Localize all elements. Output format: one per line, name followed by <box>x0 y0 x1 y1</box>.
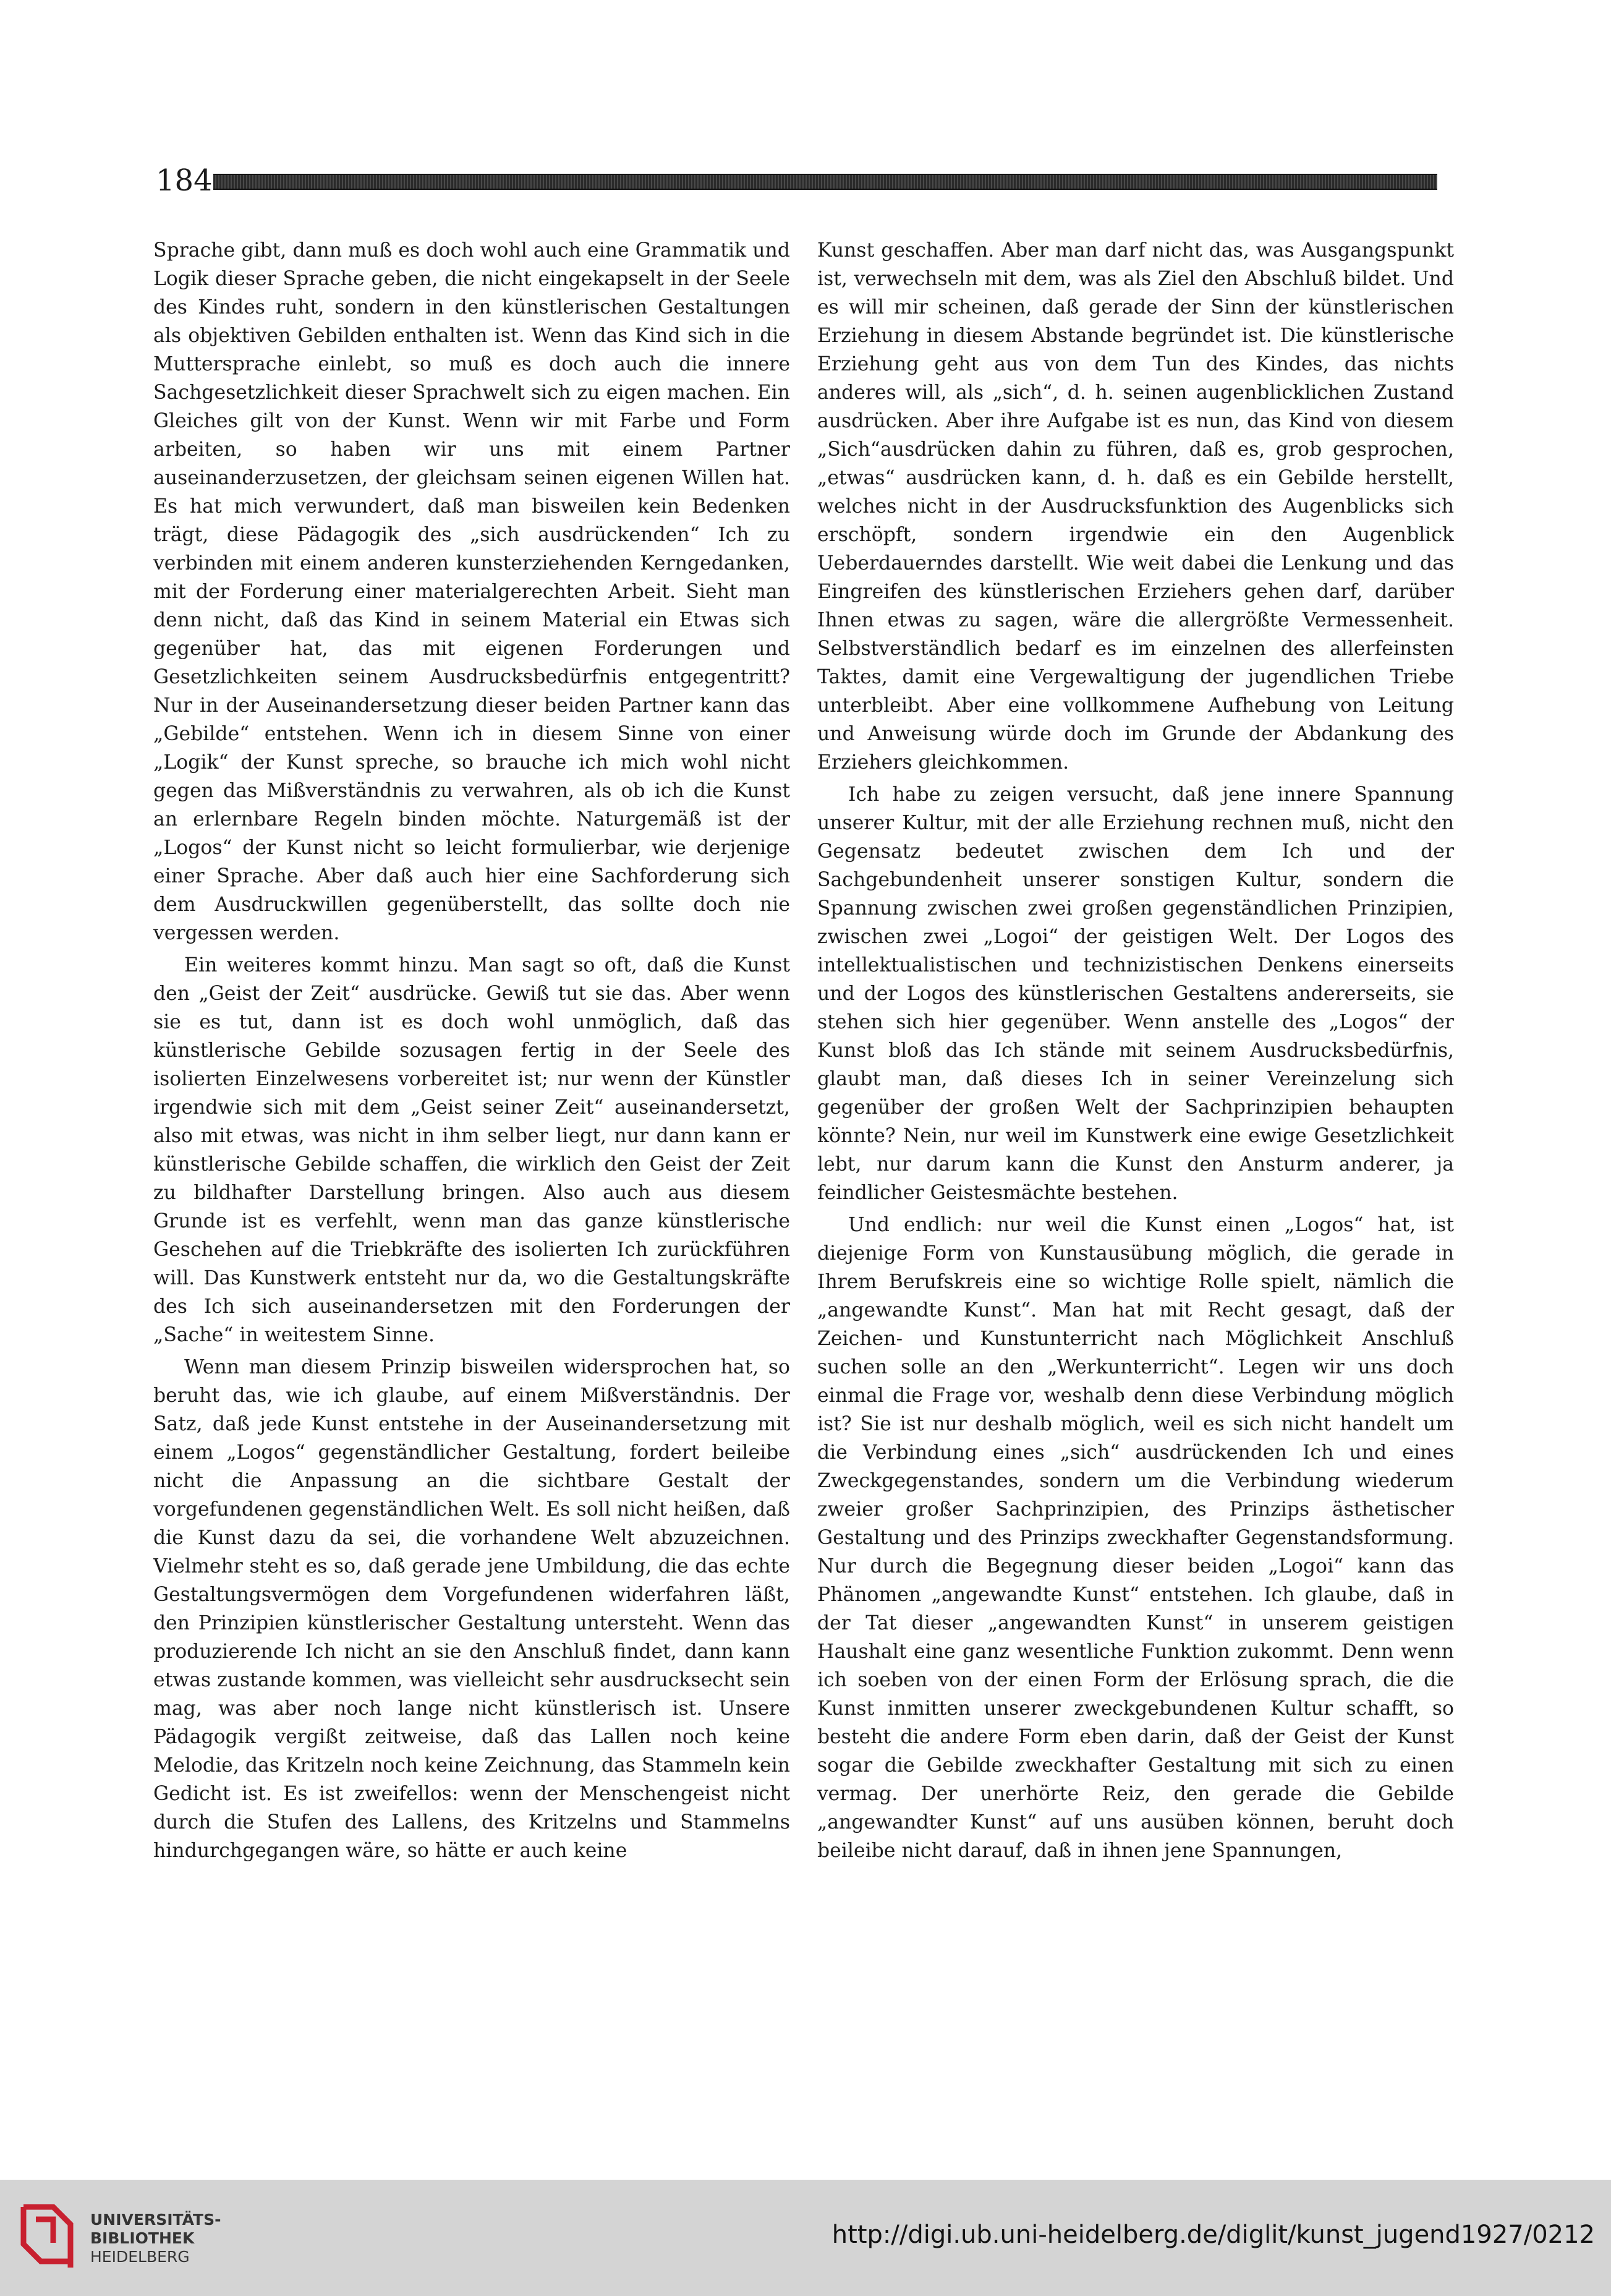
text-column-right <box>817 236 1454 2023</box>
paragraph: Sprache gibt, dann muß es doch wohl auch eine Grammatik und Logik dieser Sprache geben, die nicht eingekapselt in der Seele des Kindes ruht, sondern in den künstlerischen Gestaltungen als objektiven Gebilden enthalten ist. Wenn das Kind sich in die Muttersprache einlebt, so muß es doch auch die innere Sachgesetzlichkeit dieser Sprachwelt sich zu eigen machen. Ein Gleiches gilt von der Kunst. Wenn wir mit Farbe und Form arbeiten, so haben wir uns mit einem Partner auseinanderzusetzen, der gleichsam seinen eigenen Willen hat. Es hat mich verwundert, daß man bisweilen kein Bedenken trägt, diese Pädagogik des „sich ausdrückenden“ Ich zu verbinden mit einem anderen kunsterziehenden Kerngedanken, mit der Forderung einer materialgerechten Arbeit. Sieht man denn nicht, daß das Kind in seinem Material ein Etwas sich gegenüber hat, das mit eigenen Forderungen und Gesetzlichkeiten seinem Ausdrucksbedürfnis entgegentritt? Nur in der Auseinandersetzung dieser beiden Partner kann das „Gebilde“ entstehen. Wenn ich in diesem Sinne von einer „Logik“ der Kunst spreche, so brauche ich mich wohl nicht gegen das Mißverständnis zu verwahren, als ob ich die Kunst an erlernbare Regeln binden möchte. Naturgemäß ist der „Logos“ der Kunst nicht so leicht formulierbar, wie derjenige einer Sprache. Aber daß auch hier eine Sachforderung sich dem Ausdruckwillen gegenüberstellt, das sollte doch nie vergessen werden. <box>153 239 790 944</box>
ub-heidelberg-logo-icon[interactable] <box>17 2201 79 2274</box>
footer-bar <box>0 2180 1611 2296</box>
library-name-line3: HEIDELBERG <box>90 2248 190 2266</box>
page-number: 184 <box>156 163 213 198</box>
header-rule <box>213 174 1437 190</box>
library-name[interactable] <box>90 2211 221 2266</box>
source-url-link[interactable]: http://digi.ub.uni-heidelberg.de/diglit/kunst_jugend1927/0212 <box>831 2221 1595 2249</box>
paragraph: Kunst geschaffen. Aber man darf nicht das, was Ausgangspunkt ist, verwechseln mit dem, was als Ziel den Abschluß bildet. Und es will mir scheinen, daß gerade der Sinn der künstlerischen Erziehung in diesem Abstande begründet ist. Die künstlerische Erziehung geht aus von dem Tun des Kindes, das nichts anderes will, als „sich“, d. h. seinen augenblicklichen Zustand ausdrücken. Aber ihre Aufgabe ist es nun, das Kind von diesem „Sich“ausdrücken dahin zu führen, daß es, grob gesprochen, „etwas“ ausdrücken kann, d. h. daß es ein Gebilde herstellt, welches nicht in der Ausdrucksfunktion des Augenblicks sich erschöpft, sondern irgendwie ein den Augenblick Ueberdauerndes darstellt. Wie weit dabei die Lenkung und das Eingreifen des künstlerischen Erziehers gehen darf, darüber Ihnen etwas zu sagen, wäre die allergrößte Vermessenheit. Selbstverständlich bedarf es im einzelnen des allerfeinsten Taktes, damit eine Vergewaltigung der jugendlichen Triebe unterbleibt. Aber eine vollkommene Aufhebung von Leitung und Anweisung würde doch im Grunde der Abdankung des Erziehers gleichkommen. <box>817 239 1454 774</box>
paragraph: Wenn man diesem Prinzip bisweilen widersprochen hat, so beruht das, wie ich glaube, auf einem Mißverständnis. Der Satz, daß jede Kunst entstehe in der Auseinandersetzung mit einem „Logos“ gegenständlicher Gestaltung, fordert beileibe nicht die Anpassung an die sichtbare Gestalt der vorgefundenen gegenständlichen Welt. Es soll nicht heißen, daß die Kunst dazu da sei, die vorhandene Welt abzuzeichnen. Vielmehr steht es so, daß gerade jene Umbildung, die das echte Gestaltungsvermögen dem Vorgefundenen widerfahren läßt, den Prinzipien künstlerischer Gestaltung untersteht. Wenn das produzierende Ich nicht an sie den Anschluß findet, dann kann etwas zustande kommen, was vielleicht sehr ausdrucksecht sein mag, was aber noch lange nicht künstlerisch ist. Unsere Pädagogik vergißt zeitweise, daß das Lallen noch keine Melodie, das Kritzeln noch keine Zeichnung, das Stammeln kein Gedicht ist. Es ist zweifellos: wenn der Menschengeist nicht durch die Stufen des Lallens, des Kritzelns und Stammelns hindurchgegangen wäre, so hätte er auch keine <box>153 1356 790 1862</box>
library-name-line1: UNIVERSITÄTS- <box>90 2211 221 2229</box>
library-name-line2: BIBLIOTHEK <box>90 2229 195 2247</box>
paragraph: Und endlich: nur weil die Kunst einen „Logos“ hat, ist diejenige Form von Kunstausübung möglich, die gerade in Ihrem Berufskreis eine so wichtige Rolle spielt, nämlich die „angewandte Kunst“. Man hat mit Recht gesagt, daß der Zeichen- und Kunstunterricht nach Möglichkeit Anschluß suchen solle an den „Werkunterricht“. Legen wir uns doch einmal die Frage vor, weshalb denn diese Verbindung möglich ist? Sie ist nur deshalb möglich, weil es sich nicht handelt um die Verbindung eines „sich“ ausdrückenden Ich und eines Zweckgegenstandes, sondern um die Verbindung wiederum zweier großer Sachprinzipien, des Prinzips ästhetischer Gestaltung und des Prinzips zweckhafter Gegenstandsformung. Nur durch die Begegnung dieser beiden „Logoi“ kann das Phänomen „angewandte Kunst“ entstehen. Ich glaube, daß in der Tat dieser „angewandten Kunst“ in unserem geistigen Haushalt eine ganz wesentliche Funktion zukommt. Denn wenn ich soeben von der einen Form der Erlösung sprach, die die Kunst inmitten unserer zweckgebundenen Kultur schafft, so besteht die andere Form eben darin, daß der Geist der Kunst sogar die Gebilde zweckhafter Gestaltung mit sich zu einen vermag. Der unerhörte Reiz, den gerade die Gebilde „angewandter Kunst“ auf uns ausüben können, beruht doch beileibe nicht darauf, daß in ihnen jene Spannungen, <box>817 1214 1454 1862</box>
paragraph: Ich habe zu zeigen versucht, daß jene innere Spannung unserer Kultur, mit der alle Erziehung rechnen muß, nicht den Gegensatz bedeutet zwischen dem Ich und der Sachgebundenheit unserer sonstigen Kultur, sondern die Spannung zwischen zwei großen gegenständlichen Prinzipien, zwischen zwei „Logoi“ der geistigen Welt. Der Logos des intellektualistischen und technizistischen Denkens einerseits und der Logos des künstlerischen Gestaltens andererseits, sie stehen sich hier gegenüber. Wenn anstelle des „Logos“ der Kunst bloß das Ich stände mit seinem Ausdrucksbedürfnis, glaubt man, daß dieses Ich in seiner Vereinzelung sich gegenüber der großen Welt der Sachprinzipien behaupten könnte? Nein, nur weil im Kunstwerk eine ewige Gesetzlichkeit lebt, nur darum kann die Kunst den Ansturm anderer, ja feindlicher Geistesmächte bestehen. <box>817 783 1454 1204</box>
paragraph: Ein weiteres kommt hinzu. Man sagt so oft, daß die Kunst den „Geist der Zeit“ ausdrücke. Gewiß tut sie das. Aber wenn sie es tut, dann ist es doch wohl unmöglich, daß das künstlerische Gebilde sozusagen fertig in der Seele des isolierten Einzelwesens vorbereitet ist; nur wenn der Künstler irgendwie sich mit dem „Geist seiner Zeit“ auseinandersetzt, also mit etwas, was nicht in ihm selber liegt, nur dann kann er künstlerische Gebilde schaffen, die wirklich den Geist der Zeit zu bildhafter Darstellung bringen. Also auch aus diesem Grunde ist es verfehlt, wenn man das ganze künstlerische Geschehen auf die Triebkräfte des isolierten Ich zurückführen will. Das Kunstwerk entsteht nur da, wo die Gestaltungskräfte des Ich sich auseinandersetzen mit den Forderungen der „Sache“ in weitestem Sinne. <box>153 954 790 1346</box>
text-column-left <box>153 236 790 2023</box>
